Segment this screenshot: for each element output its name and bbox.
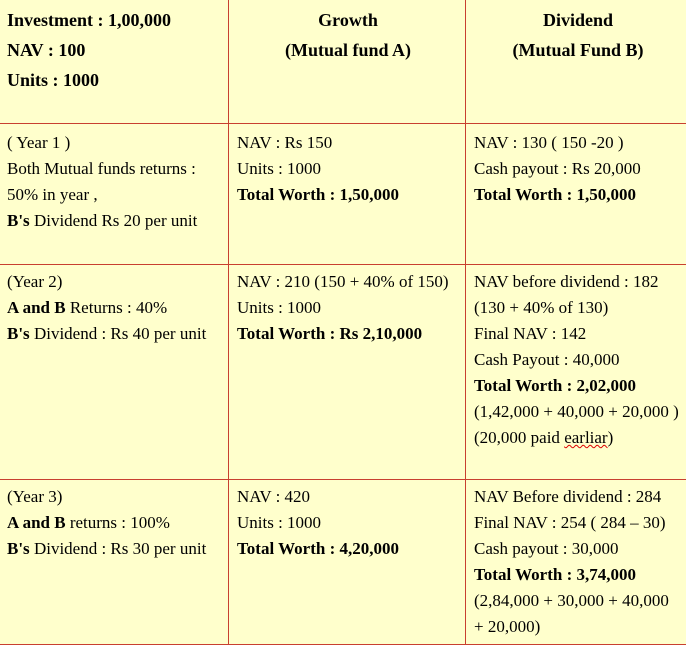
year1-growth-cell [229, 124, 466, 265]
year2-returns-text [7, 295, 222, 321]
header-growth-cell [229, 0, 466, 124]
year2-label: (Year 2) [7, 269, 222, 295]
nav-label: NAV : 100 [7, 35, 222, 65]
header-dividend-cell [466, 0, 686, 124]
year2-dividend-note [474, 399, 682, 451]
year3-dividend-note: (2,84,000 + 30,000 + 40,000 + 20,000) [474, 588, 682, 640]
year3-dividend-prefix: B's [7, 539, 30, 558]
year1-dividend-nav: NAV : 130 ( 150 -20 ) [474, 130, 682, 156]
year3-growth-total: Total Worth : 4,20,000 [237, 536, 459, 562]
year3-dividend-cell [466, 480, 686, 645]
year2-growth-cell [229, 265, 466, 480]
year2-dividend-nav-before: NAV before dividend : 182 (130 + 40% of 130) [474, 269, 682, 321]
year3-description-cell [0, 480, 229, 645]
year1-description-cell [0, 124, 229, 265]
year2-dividend-payout: Cash Payout : 40,000 [474, 347, 682, 373]
header-row [0, 0, 686, 124]
year2-dividend-rest: Dividend : Rs 40 per unit [30, 324, 207, 343]
year1-dividend-prefix: B's [7, 211, 30, 230]
year1-growth-units: Units : 1000 [237, 156, 459, 182]
year1-growth-nav: NAV : Rs 150 [237, 130, 459, 156]
year3-dividend-text [7, 536, 222, 562]
growth-title: Growth [237, 5, 459, 35]
year3-dividend-rest: Dividend : Rs 30 per unit [30, 539, 207, 558]
year3-growth-cell [229, 480, 466, 645]
year2-dividend-prefix: B's [7, 324, 30, 343]
year3-growth-nav: NAV : 420 [237, 484, 459, 510]
year1-dividend-cell [466, 124, 686, 265]
year1-returns-text: Both Mutual funds returns : [7, 156, 222, 182]
units-label: Units : 1000 [7, 65, 222, 95]
year2-dividend-final-nav: Final NAV : 142 [474, 321, 682, 347]
year1-dividend-text [7, 208, 222, 234]
year2-dividend-note-misspelled: earliar [564, 428, 607, 447]
header-investment-cell [0, 0, 229, 124]
year3-dividend-final-nav: Final NAV : 254 ( 284 – 30) [474, 510, 682, 536]
year2-dividend-cell [466, 265, 686, 480]
year1-row [0, 124, 686, 265]
year1-dividend-rest: Dividend Rs 20 per unit [30, 211, 198, 230]
year1-dividend-payout: Cash payout : Rs 20,000 [474, 156, 682, 182]
year1-dividend-total: Total Worth : 1,50,000 [474, 182, 682, 208]
dividend-title: Dividend [474, 5, 682, 35]
investment-label: Investment : 1,00,000 [7, 5, 222, 35]
year2-dividend-note-main: (1,42,000 + 40,000 + 20,000 ) (20,000 paid [474, 402, 679, 447]
year2-dividend-total: Total Worth : 2,02,000 [474, 373, 682, 399]
year3-dividend-nav-before: NAV Before dividend : 284 [474, 484, 682, 510]
year2-growth-nav: NAV : 210 (150 + 40% of 150) [237, 269, 459, 295]
year1-label: ( Year 1 ) [7, 130, 222, 156]
year3-returns-text [7, 510, 222, 536]
year2-returns-prefix: A and B [7, 298, 66, 317]
growth-subtitle: (Mutual fund A) [237, 35, 459, 65]
year2-dividend-text [7, 321, 222, 347]
year2-growth-units: Units : 1000 [237, 295, 459, 321]
year2-description-cell [0, 265, 229, 480]
year1-growth-total: Total Worth : 1,50,000 [237, 182, 459, 208]
year3-returns-rest: returns : 100% [66, 513, 170, 532]
year3-returns-prefix: A and B [7, 513, 66, 532]
year2-growth-total: Total Worth : Rs 2,10,000 [237, 321, 459, 347]
year3-dividend-payout: Cash payout : 30,000 [474, 536, 682, 562]
year2-row [0, 265, 686, 480]
dividend-subtitle: (Mutual Fund B) [474, 35, 682, 65]
year3-dividend-total: Total Worth : 3,74,000 [474, 562, 682, 588]
year2-returns-rest: Returns : 40% [66, 298, 168, 317]
year3-growth-units: Units : 1000 [237, 510, 459, 536]
year3-row [0, 480, 686, 645]
year1-percent-text: 50% in year , [7, 182, 222, 208]
year3-label: (Year 3) [7, 484, 222, 510]
year2-dividend-note-end: ) [608, 428, 614, 447]
